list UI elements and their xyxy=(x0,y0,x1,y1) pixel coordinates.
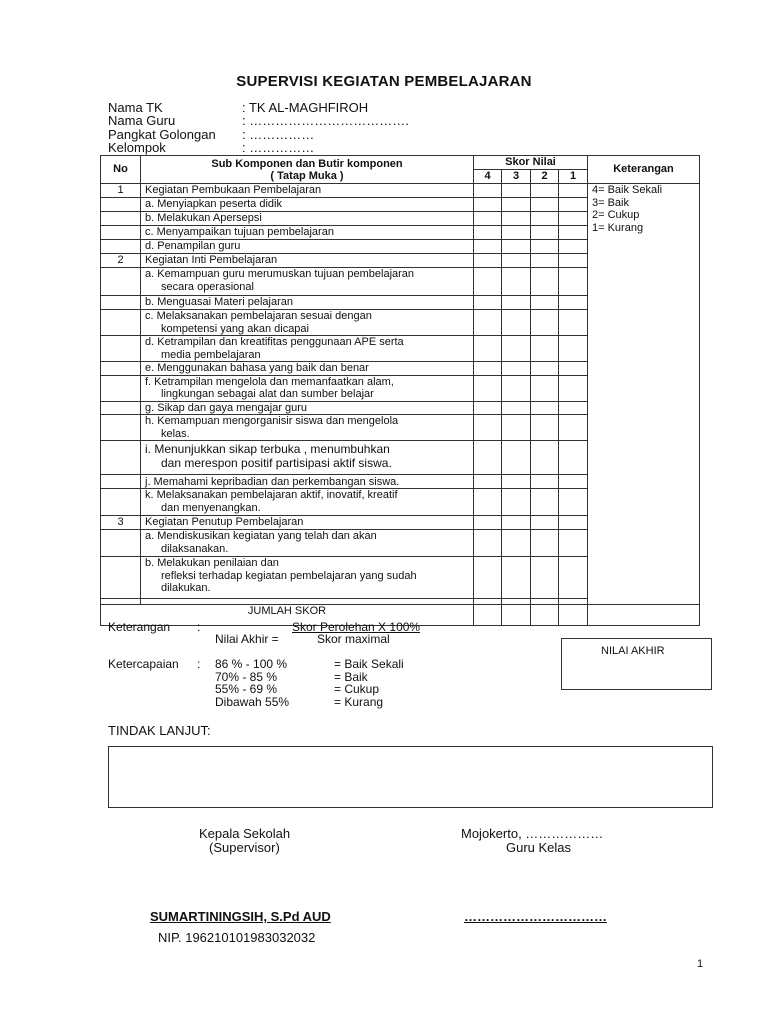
item-text xyxy=(141,268,474,296)
section-no: 3 xyxy=(101,516,141,530)
item-text xyxy=(141,489,474,516)
score-cell[interactable] xyxy=(474,296,502,310)
score-cell[interactable] xyxy=(559,254,588,268)
section-title: Kegiatan Pembukaan Pembelajaran xyxy=(141,184,474,198)
score-cell[interactable] xyxy=(474,198,502,212)
section-no: 2 xyxy=(101,254,141,268)
ketercapaian-colon: : xyxy=(197,657,201,671)
score-cell[interactable] xyxy=(531,198,559,212)
item-line: secara operasional xyxy=(161,280,254,293)
item-line: c. Melaksanakan pembelajaran sesuai dengan xyxy=(145,310,372,322)
score-cell[interactable] xyxy=(559,226,588,240)
score-cell[interactable] xyxy=(502,212,531,226)
score-cell[interactable] xyxy=(502,415,531,441)
item-line: f. Ketrampilan mengelola dan memanfaatkan alam, xyxy=(145,375,394,388)
score-cell[interactable] xyxy=(474,310,502,336)
score-cell[interactable] xyxy=(559,530,588,557)
item-text xyxy=(141,441,474,475)
item-text: e. Menggunakan bahasa yang baik dan benar xyxy=(141,362,474,376)
identity-label-tk: Nama TK xyxy=(108,100,163,115)
supervision-table xyxy=(100,155,700,626)
item-line: dan menyenangkan. xyxy=(161,501,261,514)
score-cell[interactable] xyxy=(502,296,531,310)
score-cell[interactable] xyxy=(502,310,531,336)
keterangan-legend xyxy=(588,184,700,605)
header-sub-komponen xyxy=(141,156,474,184)
item-line: a. Mendiskusikan kegiatan yang telah dan akan xyxy=(145,530,377,542)
item-line: k. Melaksanakan pembelajaran aktif, inovatif, kreatif xyxy=(145,489,398,501)
nilai-akhir-label: NILAI AKHIR xyxy=(601,645,665,657)
page-number: 1 xyxy=(697,958,704,970)
item-line: b. Melakukan penilaian dan xyxy=(145,557,279,569)
header-score-2: 2 xyxy=(531,170,559,184)
score-cell[interactable] xyxy=(559,268,588,296)
score-cell[interactable] xyxy=(531,212,559,226)
item-line: kelas. xyxy=(161,427,190,440)
section-title: Kegiatan Penutup Pembelajaran xyxy=(141,516,474,530)
score-cell[interactable] xyxy=(502,362,531,376)
score-cell[interactable] xyxy=(559,198,588,212)
score-cell[interactable] xyxy=(559,401,588,415)
score-cell[interactable] xyxy=(559,212,588,226)
signature-nip: NIP. 196210101983032032 xyxy=(158,930,316,945)
nilai-akhir-box[interactable] xyxy=(561,638,712,690)
header-score-1: 1 xyxy=(559,170,588,184)
tindak-lanjut-label: TINDAK LANJUT: xyxy=(108,723,211,738)
item-text xyxy=(141,375,474,401)
score-cell[interactable] xyxy=(559,557,588,599)
score-cell[interactable] xyxy=(531,530,559,557)
identity-value-pangkat: : …………… xyxy=(242,127,315,142)
score-cell[interactable] xyxy=(474,516,502,530)
identity-value-kelompok: : …………… xyxy=(242,140,315,155)
signature-left-line1: Kepala Sekolah xyxy=(199,826,291,841)
score-cell[interactable] xyxy=(531,557,559,599)
score-cell[interactable] xyxy=(502,268,531,296)
signature-right-name: …………………………… xyxy=(464,909,607,924)
identity-value-guru: : ………………………………. xyxy=(242,113,409,128)
score-cell[interactable] xyxy=(474,226,502,240)
score-cell[interactable] xyxy=(531,415,559,441)
item-line: i. Menunjukkan sikap terbuka , menumbuhkan xyxy=(145,442,390,456)
score-cell[interactable] xyxy=(474,375,502,401)
score-cell[interactable] xyxy=(474,184,502,198)
score-cell[interactable] xyxy=(559,415,588,441)
score-cell[interactable] xyxy=(502,375,531,401)
ketercapaian-result: = Cukup xyxy=(334,682,380,696)
score-cell[interactable] xyxy=(559,362,588,376)
item-line: a. Kemampuan guru merumuskan tujuan pembelajaran xyxy=(145,268,415,280)
ketercapaian-result: = Baik Sekali xyxy=(334,657,404,671)
item-line: lingkungan sebagai alat dan sumber belajar xyxy=(161,388,374,400)
score-cell[interactable] xyxy=(531,296,559,310)
item-text xyxy=(141,557,474,599)
item-text: b. Menguasai Materi pelajaran xyxy=(141,296,474,310)
score-cell[interactable] xyxy=(531,336,559,362)
page-title: SUPERVISI KEGIATAN PEMBELAJARAN xyxy=(236,73,532,90)
signature-left-line2: (Supervisor) xyxy=(209,840,280,855)
score-cell[interactable] xyxy=(502,240,531,254)
score-cell[interactable] xyxy=(531,240,559,254)
item-line: dilaksanakan. xyxy=(161,542,229,555)
score-cell[interactable] xyxy=(502,441,531,475)
score-cell[interactable] xyxy=(474,268,502,296)
score-cell[interactable] xyxy=(531,268,559,296)
item-text: j. Memahami kepribadian dan perkembangan siswa. xyxy=(141,475,474,489)
item-line: kompetensi yang akan dicapai xyxy=(161,322,309,335)
signature-right-line1: Mojokerto, ……………… xyxy=(461,826,604,841)
item-text: a. Menyiapkan peserta didik xyxy=(141,198,474,212)
header-sub-line2: ( Tatap Muka ) xyxy=(270,169,344,182)
item-line: media pembelajaran xyxy=(161,348,261,361)
score-cell[interactable] xyxy=(559,336,588,362)
item-line: h. Kemampuan mengorganisir siswa dan mengelola xyxy=(145,415,399,427)
score-cell[interactable] xyxy=(559,375,588,401)
item-line: dan merespon positif partisipasi aktif siswa. xyxy=(161,456,392,470)
score-cell[interactable] xyxy=(559,310,588,336)
item-text: b. Melakukan Apersepsi xyxy=(141,212,474,226)
score-cell[interactable] xyxy=(474,475,502,489)
score-cell[interactable] xyxy=(559,475,588,489)
score-cell[interactable] xyxy=(531,489,559,516)
item-line: d. Ketrampilan dan kreatifitas penggunaan APE serta xyxy=(145,336,404,348)
header-skor-nilai: Skor Nilai xyxy=(474,156,588,170)
signature-right-line2: Guru Kelas xyxy=(506,840,572,855)
score-cell[interactable] xyxy=(531,254,559,268)
score-cell[interactable] xyxy=(474,530,502,557)
legend-line: 3= Baik xyxy=(592,196,629,209)
item-text: d. Penampilan guru xyxy=(141,240,474,254)
formula-denominator: Skor maximal xyxy=(317,632,390,646)
score-cell[interactable] xyxy=(474,441,502,475)
tindak-lanjut-box[interactable] xyxy=(108,746,713,808)
score-cell[interactable] xyxy=(559,184,588,198)
score-cell[interactable] xyxy=(531,401,559,415)
score-cell[interactable] xyxy=(474,362,502,376)
formula-numerator: Skor Perolehan X 100% xyxy=(292,620,421,634)
score-cell[interactable] xyxy=(531,226,559,240)
score-cell[interactable] xyxy=(559,489,588,516)
item-line: refleksi terhadap kegiatan pembelajaran yang sudah xyxy=(161,569,417,582)
identity-label-guru: Nama Guru xyxy=(108,113,176,128)
score-cell[interactable] xyxy=(474,489,502,516)
signature-left-name: SUMARTININGSIH, S.Pd AUD xyxy=(150,909,331,924)
score-cell[interactable] xyxy=(474,212,502,226)
score-cell[interactable] xyxy=(531,441,559,475)
score-cell[interactable] xyxy=(531,475,559,489)
score-cell[interactable] xyxy=(502,254,531,268)
score-cell[interactable] xyxy=(502,557,531,599)
section-no: 1 xyxy=(101,184,141,198)
header-keterangan: Keterangan xyxy=(588,156,700,184)
score-cell[interactable] xyxy=(474,415,502,441)
score-cell[interactable] xyxy=(531,362,559,376)
legend-line: 4= Baik Sekali xyxy=(592,184,663,196)
legend-line: 2= Cukup xyxy=(592,209,640,221)
score-cell[interactable] xyxy=(502,475,531,489)
score-cell[interactable] xyxy=(559,240,588,254)
header-no: No xyxy=(101,156,141,184)
score-cell[interactable] xyxy=(502,489,531,516)
total-score-cell[interactable] xyxy=(559,605,588,626)
score-cell[interactable] xyxy=(502,198,531,212)
score-cell[interactable] xyxy=(559,441,588,475)
score-cell[interactable] xyxy=(474,401,502,415)
score-cell[interactable] xyxy=(531,375,559,401)
formula-colon: : xyxy=(197,620,201,634)
identity-value-tk: : TK AL-MAGHFIROH xyxy=(242,100,369,115)
legend-line: 1= Kurang xyxy=(592,221,644,234)
score-cell[interactable] xyxy=(531,516,559,530)
jumlah-skor-label: JUMLAH SKOR xyxy=(101,605,474,626)
item-text: c. Menyampaikan tujuan pembelajaran xyxy=(141,226,474,240)
header-sub-line1: Sub Komponen dan Butir komponen xyxy=(211,157,403,170)
header-score-4: 4 xyxy=(474,170,502,184)
ketercapaian-range: 70% - 85 % xyxy=(215,670,278,684)
total-score-cell[interactable] xyxy=(502,605,531,626)
formula-lhs: Nilai Akhir = xyxy=(215,632,279,646)
total-keterangan-cell xyxy=(588,605,700,626)
formula-label: Keterangan xyxy=(108,620,171,634)
score-cell[interactable] xyxy=(474,240,502,254)
ketercapaian-range: 86 % - 100 % xyxy=(215,657,288,671)
score-cell[interactable] xyxy=(559,296,588,310)
ketercapaian-result: = Baik xyxy=(334,670,368,684)
score-cell[interactable] xyxy=(531,184,559,198)
score-cell[interactable] xyxy=(502,336,531,362)
score-cell[interactable] xyxy=(502,516,531,530)
score-cell[interactable] xyxy=(531,310,559,336)
ketercapaian-result: = Kurang xyxy=(334,695,384,709)
identity-label-kelompok: Kelompok xyxy=(108,140,166,155)
score-cell[interactable] xyxy=(502,226,531,240)
score-cell[interactable] xyxy=(502,401,531,415)
score-cell[interactable] xyxy=(474,254,502,268)
header-score-3: 3 xyxy=(502,170,531,184)
item-text xyxy=(141,336,474,362)
ketercapaian-range: 55% - 69 % xyxy=(215,682,278,696)
item-text xyxy=(141,415,474,441)
score-cell[interactable] xyxy=(474,557,502,599)
identity-label-pangkat: Pangkat Golongan xyxy=(108,127,216,142)
item-text xyxy=(141,310,474,336)
score-cell[interactable] xyxy=(502,530,531,557)
item-line: dilakukan. xyxy=(161,582,211,594)
score-cell[interactable] xyxy=(474,336,502,362)
ketercapaian-label: Ketercapaian xyxy=(108,657,179,671)
ketercapaian-range: Dibawah 55% xyxy=(215,695,290,709)
score-cell[interactable] xyxy=(559,516,588,530)
item-text: g. Sikap dan gaya mengajar guru xyxy=(141,401,474,415)
total-score-cell[interactable] xyxy=(474,605,502,626)
total-score-cell[interactable] xyxy=(531,605,559,626)
score-cell[interactable] xyxy=(502,184,531,198)
item-text xyxy=(141,530,474,557)
section-title: Kegiatan Inti Pembelajaran xyxy=(141,254,474,268)
